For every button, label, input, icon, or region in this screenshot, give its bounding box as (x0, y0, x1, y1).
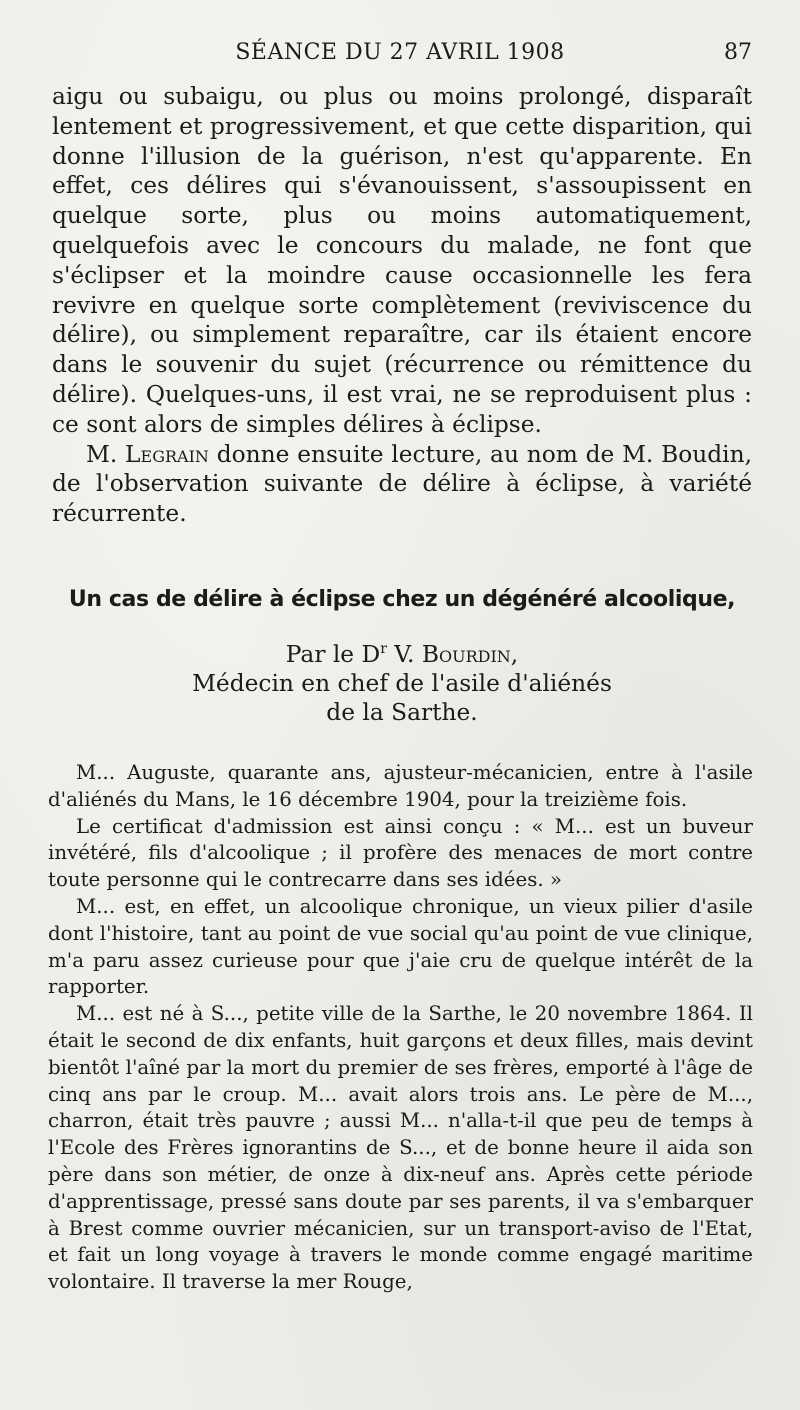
running-title: SÉANCE DU 27 AVRIL 1908 (235, 40, 565, 65)
body-paragraph-4: M... est né à S..., petite ville de la Sarthe, le 20 novembre 1864. Il était le second de dix enfants, huit garçons et deux filles, mais devint bientôt l'aîné par la mort du premier de ses frères, emporté à l'âge de cinq ans par le croup. M... avait alors trois ans. Le père de M..., charron, était très pauvre ; aussi M... n'alla-t-il que peu de temps à l'Ecole des Frères ignorantins de S..., et de bonne heure il aida son père dans son métier, de onze à dix-neuf ans. Après cette période d'apprentissage, pressé sans doute par ses parents, il va s'embarquer à Brest comme ouvrier mécanicien, sur un transport-aviso de l'Etat, et fait un long voyage à travers le monde comme engagé maritime volontaire. Il traverse la mer Rouge, (48, 1002, 753, 1294)
intro-text (52, 82, 752, 529)
announcement-prefix: M. (86, 440, 118, 468)
author-block (52, 640, 752, 727)
byline-superscript: r (380, 641, 387, 658)
intro-paragraph: aigu ou subaigu, ou plus ou moins prolongé, disparaît lentement et progressivement, et que cette disparition, qui donne l'illusion de la guérison, n'est qu'apparente. En effet, ces délires qui s'évanouissent, s'assoupissent en quelque sorte, plus ou moins automatiquement, quelquefois avec le concours du malade, ne font que s'éclipser et la moindre cause occasionnelle les fera revivre en quelque sorte complètement (reviviscence du délire), ou simplement reparaître, car ils étaient encore dans le souvenir du sujet (récurrence ou rémittence du délire). Quelques-uns, il est vrai, ne se reproduisent plus : ce sont alors de simples délires à éclipse. (52, 83, 752, 438)
article-title: Un cas de délire à éclipse chez un dégénéré alcoolique, (68, 587, 736, 612)
speaker-name: Legrain (125, 440, 209, 468)
affiliation-line-2: de la Sarthe. (326, 699, 478, 726)
body-paragraph-2: Le certificat d'admission est ainsi conçu : « M... est un buveur invétéré, fils d'alcoolique ; il profère des menaces de mort contre toute personne qui le contrecarre dans ses idées. » (48, 814, 753, 892)
author-initial: V. (394, 641, 415, 668)
byline-prefix: Par le D (285, 641, 381, 668)
body-paragraph-1: M... Auguste, quarante ans, ajusteur-mécanicien, entre à l'asile d'aliénés du Mans, le 16 décembre 1904, pour la treizième fois. (48, 761, 753, 811)
body-paragraph-3: M... est, en effet, un alcoolique chronique, un vieux pilier d'asile dont l'histoire, tant au point de vue social qu'au point de vue clinique, m'a paru assez curieuse pour que j'aie cru de quelque intérêt de la rapporter. (48, 894, 753, 999)
announcement-rest: donne ensuite lecture, au nom de M. Boudin, de l'observation suivante de délire à éclipse, à variété récurrente. (52, 440, 753, 528)
reading-announcement (52, 440, 752, 529)
page-number: 87 (724, 40, 752, 65)
article-body (48, 760, 753, 1296)
author-name: Bourdin, (421, 641, 519, 668)
running-head (40, 40, 760, 74)
byline (52, 640, 752, 669)
affiliation-line-1: Médecin en chef de l'asile d'aliénés (192, 670, 612, 697)
